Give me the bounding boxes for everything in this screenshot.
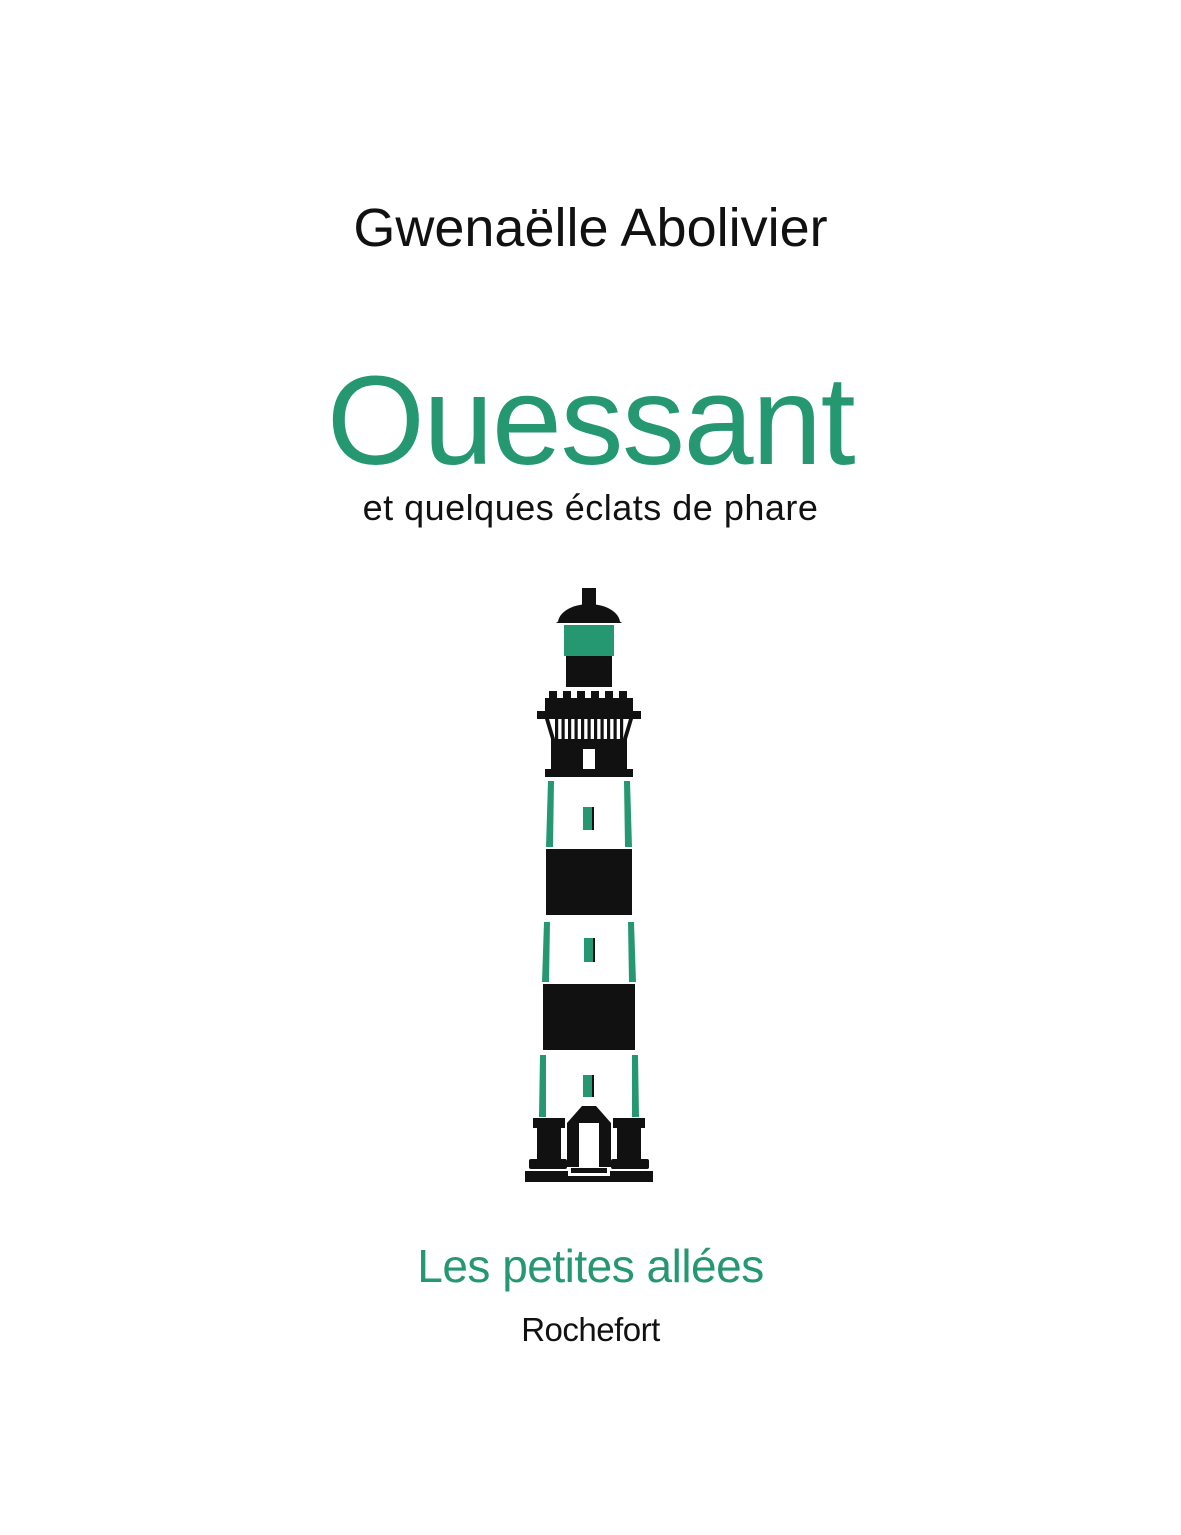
lighthouse-gallery bbox=[537, 691, 641, 777]
lighthouse-base bbox=[525, 1106, 653, 1182]
publisher-city: Rochefort bbox=[521, 1311, 660, 1348]
publisher-name: Les petites allées bbox=[417, 1240, 764, 1292]
book-title: Ouessant bbox=[326, 350, 855, 491]
lighthouse-lantern bbox=[556, 588, 622, 687]
lighthouse-tower bbox=[539, 781, 639, 1117]
book-subtitle: et quelques éclats de phare bbox=[362, 487, 819, 528]
lighthouse-icon bbox=[525, 585, 653, 1185]
author-name: Gwenaëlle Abolivier bbox=[353, 198, 828, 258]
